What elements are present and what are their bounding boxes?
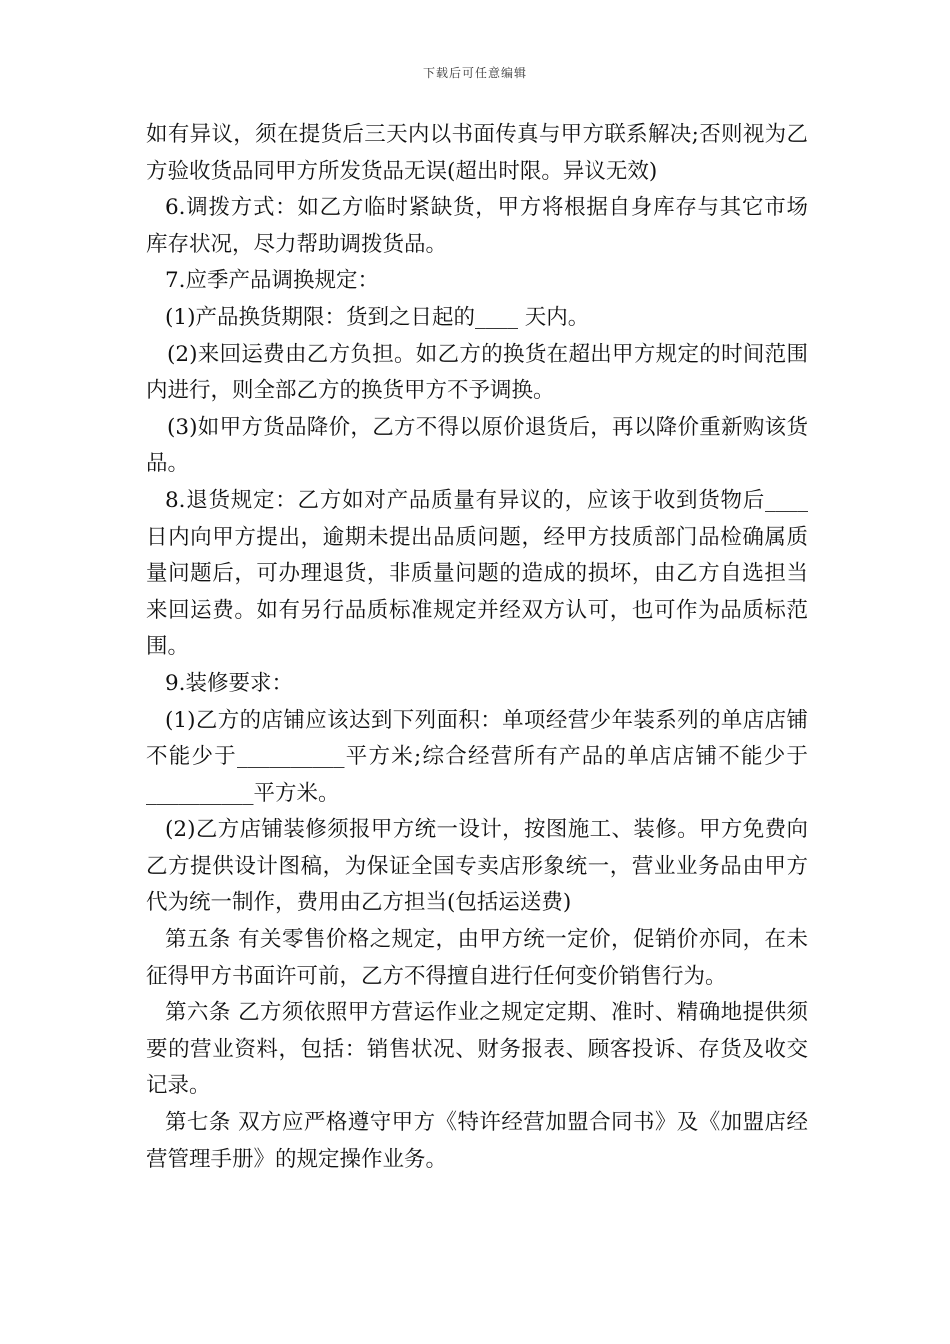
paragraph-article-5: 第五条 有关零售价格之规定，由甲方统一定价，促销价亦同，在未征得甲方书面许可前，乙方不得擅自进行任何变价销售行为。 bbox=[146, 927, 808, 989]
paragraph-price-drop: (3)如甲方货品降价，乙方不得以原价退货后，再以降价重新购该货品。 bbox=[146, 414, 808, 477]
document-body bbox=[146, 117, 808, 1178]
paragraph-decoration: 9.装修要求： bbox=[165, 670, 294, 696]
paragraph-article-6: 第六条 乙方须依照甲方营运作业之规定定期、准时、精确地提供须要的营业资料，包括：销售状况、财务报表、顾客投诉、存货及收交记录。 bbox=[146, 1000, 808, 1099]
paragraph-transfer-method: 6.调拨方式：如乙方临时紧缺货，甲方将根据自身库存与其它市场库存状况，尽力帮助调拨货品。 bbox=[146, 195, 808, 257]
paragraph-exchange-period: (1)产品换货期限：货到之日起的____ 天内。 bbox=[165, 304, 590, 330]
paragraph-objection: 如有异议，须在提货后三天内以书面传真与甲方联系解决;否则视为乙方验收货品同甲方所发货品无误(超出时限。异议无效) bbox=[146, 122, 808, 184]
paragraph-seasonal-exchange: 7.应季产品调换规定： bbox=[165, 268, 380, 294]
paragraph-store-area: (1)乙方的店铺应该达到下列面积：单项经营少年装系列的单店店铺不能少于__________平方米;综合经营所有产品的单店店铺不能少于__________平方米。 bbox=[146, 707, 808, 806]
page-header: 下载后可任意编辑 bbox=[422, 66, 527, 80]
paragraph-freight: (2)来回运费由乙方负担。如乙方的换货在超出甲方规定的时间范围内进行，则全部乙方的换货甲方不予调换。 bbox=[146, 341, 808, 404]
paragraph-store-design: (2)乙方店铺装修须报甲方统一设计，按图施工、装修。甲方免费向乙方提供设计图稿，为保证全国专卖店形象统一，营业业务品由甲方代为统一制作，费用由乙方担当(包括运送费) bbox=[146, 817, 808, 916]
paragraph-return-policy: 8.退货规定：乙方如对产品质量有异议的，应该于收到货物后____日内向甲方提出，逾期未提出品质问题，经甲方技质部门品检确属质量问题后，可办理退货，非质量问题的造成的损坏，由乙方自选担当来回运费。如有另行品质标准规定并经双方认可，也可作为品质标范围。 bbox=[146, 487, 808, 660]
paragraph-article-7: 第七条 双方应严格遵守甲方《特许经营加盟合同书》及《加盟店经营管理手册》的规定操作业务。 bbox=[146, 1110, 808, 1172]
